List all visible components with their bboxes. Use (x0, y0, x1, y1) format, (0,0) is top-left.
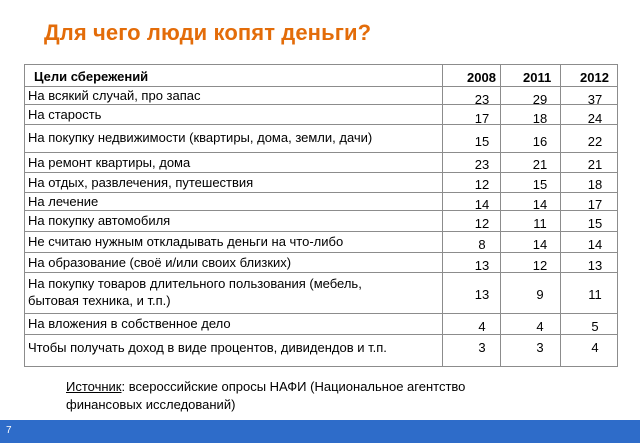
cell-value: 14 (474, 197, 490, 212)
slide-number: 7 (6, 425, 12, 436)
cell-value: 15 (474, 134, 490, 149)
cell-value: 12 (474, 177, 490, 192)
cell-value: 13 (587, 258, 603, 273)
column-header-year: 2008 (467, 70, 496, 85)
table-divider (24, 152, 618, 153)
cell-value: 23 (474, 157, 490, 172)
cell-value: 11 (533, 216, 547, 231)
row-label: На покупку товаров длительного пользования (мебель, (28, 276, 362, 291)
source-label: Источник (66, 379, 122, 394)
cell-value: 21 (532, 157, 548, 172)
row-label: На ремонт квартиры, дома (28, 155, 191, 170)
cell-value: 15 (587, 216, 603, 231)
column-header-year: 2011 (523, 70, 552, 85)
row-label: На лечение (28, 194, 99, 209)
cell-value: 4 (536, 319, 544, 334)
cell-value: 13 (474, 287, 490, 302)
row-label: На покупку недвижимости (квартиры, дома, земли, дачи) (28, 130, 373, 145)
row-label: На отдых, развлечения, путешествия (28, 175, 254, 190)
row-label: На старость (28, 107, 102, 122)
cell-value: 11 (588, 287, 602, 302)
cell-value: 24 (587, 111, 603, 126)
cell-value: 23 (474, 92, 490, 107)
table-divider (500, 64, 501, 367)
cell-value: 17 (474, 111, 490, 126)
row-label: На вложения в собственное дело (28, 316, 231, 331)
row-label: На образование (своё и/или своих близких) (28, 255, 292, 270)
cell-value: 15 (532, 177, 548, 192)
row-label: Не считаю нужным откладывать деньги на что-либо (28, 234, 344, 249)
cell-value: 13 (474, 258, 490, 273)
table-divider (442, 64, 443, 367)
cell-value: 8 (478, 237, 486, 252)
cell-value: 29 (532, 92, 548, 107)
table-divider (24, 313, 618, 314)
cell-value: 21 (587, 157, 603, 172)
cell-value: 17 (587, 197, 603, 212)
cell-value: 14 (532, 197, 548, 212)
column-header-goals: Цели сбережений (34, 69, 149, 84)
cell-value: 3 (536, 340, 544, 355)
column-header-year: 2012 (580, 70, 609, 85)
cell-value: 18 (532, 111, 548, 126)
table-divider (560, 64, 561, 367)
source-note (66, 378, 465, 414)
cell-value: 12 (474, 216, 490, 231)
cell-value: 9 (536, 287, 544, 302)
cell-value: 3 (478, 340, 486, 355)
row-label: Чтобы получать доход в виде процентов, дивидендов и т.п. (28, 340, 387, 355)
cell-value: 4 (591, 340, 599, 355)
cell-value: 22 (587, 134, 603, 149)
savings-table (24, 64, 618, 367)
row-label: На покупку автомобиля (28, 213, 171, 228)
cell-value: 18 (587, 177, 603, 192)
slide-title: Для чего люди копят деньги? (44, 20, 372, 45)
table-divider (24, 86, 618, 87)
cell-value: 12 (532, 258, 548, 273)
cell-value: 5 (591, 319, 599, 334)
cell-value: 37 (587, 92, 603, 107)
cell-value: 4 (478, 319, 486, 334)
cell-value: 14 (587, 237, 603, 252)
source-text: финансовых исследований) (66, 397, 236, 412)
cell-value: 16 (532, 134, 548, 149)
source-text: : всероссийские опросы НАФИ (Национальное агентство (121, 379, 466, 394)
footer-bar (0, 420, 640, 443)
row-label: На всякий случай, про запас (28, 88, 201, 103)
row-label: бытовая техника, и т.п.) (28, 293, 171, 308)
cell-value: 14 (532, 237, 548, 252)
